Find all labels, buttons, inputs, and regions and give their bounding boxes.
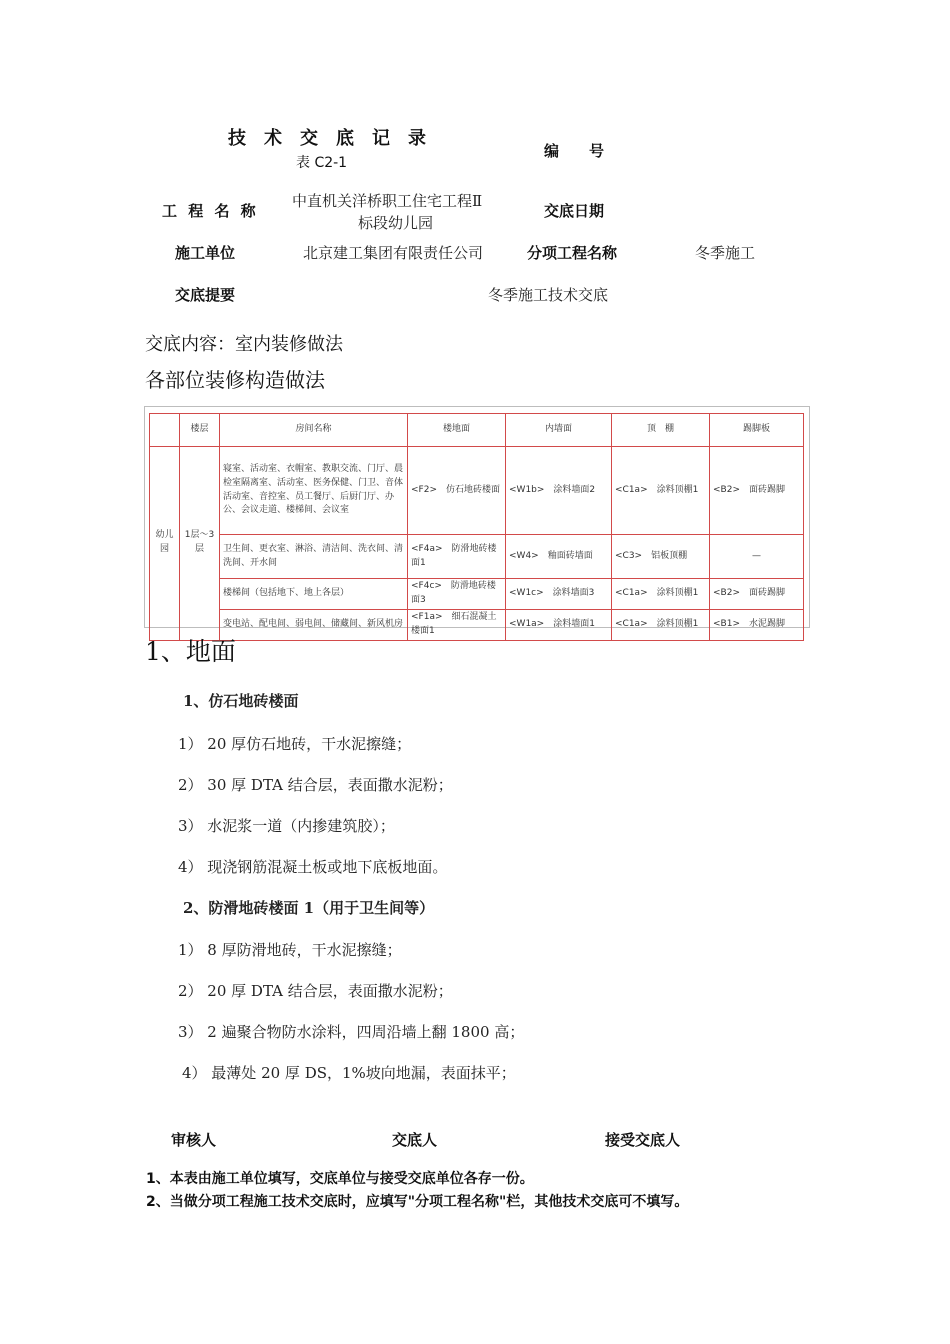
header-cell: 楼地面: [408, 414, 506, 447]
room-cell: 楼梯间（包括地下、地上各层）: [220, 579, 408, 610]
list-item: 3） 2 遍聚合物防水涂料，四周沿墙上翻 1800 高；: [178, 1023, 525, 1041]
project-name-line2: 标段幼儿园: [358, 214, 434, 232]
skirting-cell: —: [710, 535, 804, 579]
construction-unit-value: 北京建工集团有限责任公司: [303, 244, 484, 262]
header-cell: 楼层: [180, 414, 220, 447]
list-item: 2） 20 厚 DTA 结合层，表面撒水泥粉；: [178, 982, 453, 1000]
skirting-cell: <B2> 面砖踢脚: [710, 579, 804, 610]
finish-schedule-image: [144, 406, 810, 636]
table-header-row: [150, 414, 804, 447]
table-row: [150, 609, 804, 640]
list-item: 1） 20 厚仿石地砖，干水泥擦缝；: [178, 735, 412, 753]
document-title: 技术交底记录: [228, 128, 444, 149]
ceiling-finish-cell: <C1a> 涂料顶棚1: [612, 579, 710, 610]
summary-label: 交底提要: [175, 286, 236, 304]
ceiling-finish-cell: <C3> 铝板顶棚: [612, 535, 710, 579]
room-cell: 寝室、活动室、衣帽室、教职交流、门厅、晨检室隔离室、活动室、医务保健、门卫、音体活动室、音控室、员工餐厅、后厨门厅、办公、会议走道、楼梯间、会议室: [220, 447, 408, 535]
form-code: 表 C2-1: [296, 155, 348, 171]
floor-finish-cell: <F2> 仿石地砖楼面: [408, 447, 506, 535]
room-cell: 变电站、配电间、弱电间、储藏间、新风机房: [220, 609, 408, 640]
header-cell: 内墙面: [506, 414, 612, 447]
table-row: [150, 535, 804, 579]
footnote: 2、当做分项工程施工技术交底时，应填写"分项工程名称"栏，其他技术交底可不填写。: [146, 1194, 689, 1210]
content-subtitle: 各部位装修构造做法: [145, 368, 325, 392]
list-item: 2） 30 厚 DTA 结合层，表面撒水泥粉；: [178, 776, 453, 794]
subproject-label: 分项工程名称: [527, 244, 618, 262]
date-label: 交底日期: [544, 202, 605, 220]
section-heading: 1、地面: [145, 637, 236, 666]
building-cell: 幼儿园: [150, 447, 180, 641]
skirting-cell: <B1> 水泥踢脚: [710, 609, 804, 640]
floor-finish-cell: <F4a> 防滑地砖楼面1: [408, 535, 506, 579]
footnote: 1、本表由施工单位填写，交底单位与接受交底单位各存一份。: [146, 1171, 534, 1187]
receiver-label: 接受交底人: [605, 1131, 681, 1149]
number-label: 编 号: [544, 142, 605, 160]
presenter-label: 交底人: [392, 1131, 438, 1149]
floor-finish-cell: <F4c> 防滑地砖楼面3: [408, 579, 506, 610]
ceiling-finish-cell: <C1a> 涂料顶棚1: [612, 609, 710, 640]
floor-finish-cell: <F1a> 细石混凝土楼面1: [408, 609, 506, 640]
construction-unit-label: 施工单位: [175, 244, 236, 262]
list-item: 3） 水泥浆一道（内掺建筑胶）；: [178, 817, 395, 835]
header-cell: 顶 棚: [612, 414, 710, 447]
wall-finish-cell: <W1c> 涂料墙面3: [506, 579, 612, 610]
header-cell: [150, 414, 180, 447]
summary-value: 冬季施工技术交底: [488, 286, 609, 304]
subsection-title: 2、防滑地砖楼面 1（用于卫生间等）: [183, 899, 435, 917]
subsection-title: 1、仿石地砖楼面: [183, 692, 299, 710]
list-item: 1） 8 厚防滑地砖，干水泥擦缝；: [178, 941, 402, 959]
list-item: 4） 现浇钢筋混凝土板或地下底板地面。: [178, 858, 448, 876]
project-name-label: 工 程 名 称: [162, 202, 259, 220]
table-row: [150, 579, 804, 610]
subproject-value: 冬季施工: [695, 244, 756, 262]
wall-finish-cell: <W1a> 涂料墙面1: [506, 609, 612, 640]
room-cell: 卫生间、更衣室、淋浴、清洁间、洗衣间、清洗间、开水间: [220, 535, 408, 579]
header-cell: 踢脚板: [710, 414, 804, 447]
floors-cell: 1层～3层: [180, 447, 220, 641]
reviewer-label: 审核人: [171, 1131, 217, 1149]
ceiling-finish-cell: <C1a> 涂料顶棚1: [612, 447, 710, 535]
table-row: [150, 447, 804, 535]
finish-schedule-table: [149, 413, 804, 641]
wall-finish-cell: <W4> 釉面砖墙面: [506, 535, 612, 579]
skirting-cell: <B2> 面砖踢脚: [710, 447, 804, 535]
wall-finish-cell: <W1b> 涂料墙面2: [506, 447, 612, 535]
content-intro: 交底内容：室内装修做法: [145, 334, 343, 355]
list-item: 4） 最薄处 20 厚 DS，1%坡向地漏，表面抹平；: [182, 1064, 516, 1082]
project-name-line1: 中直机关洋桥职工住宅工程Ⅱ: [292, 192, 483, 210]
header-cell: 房间名称: [220, 414, 408, 447]
